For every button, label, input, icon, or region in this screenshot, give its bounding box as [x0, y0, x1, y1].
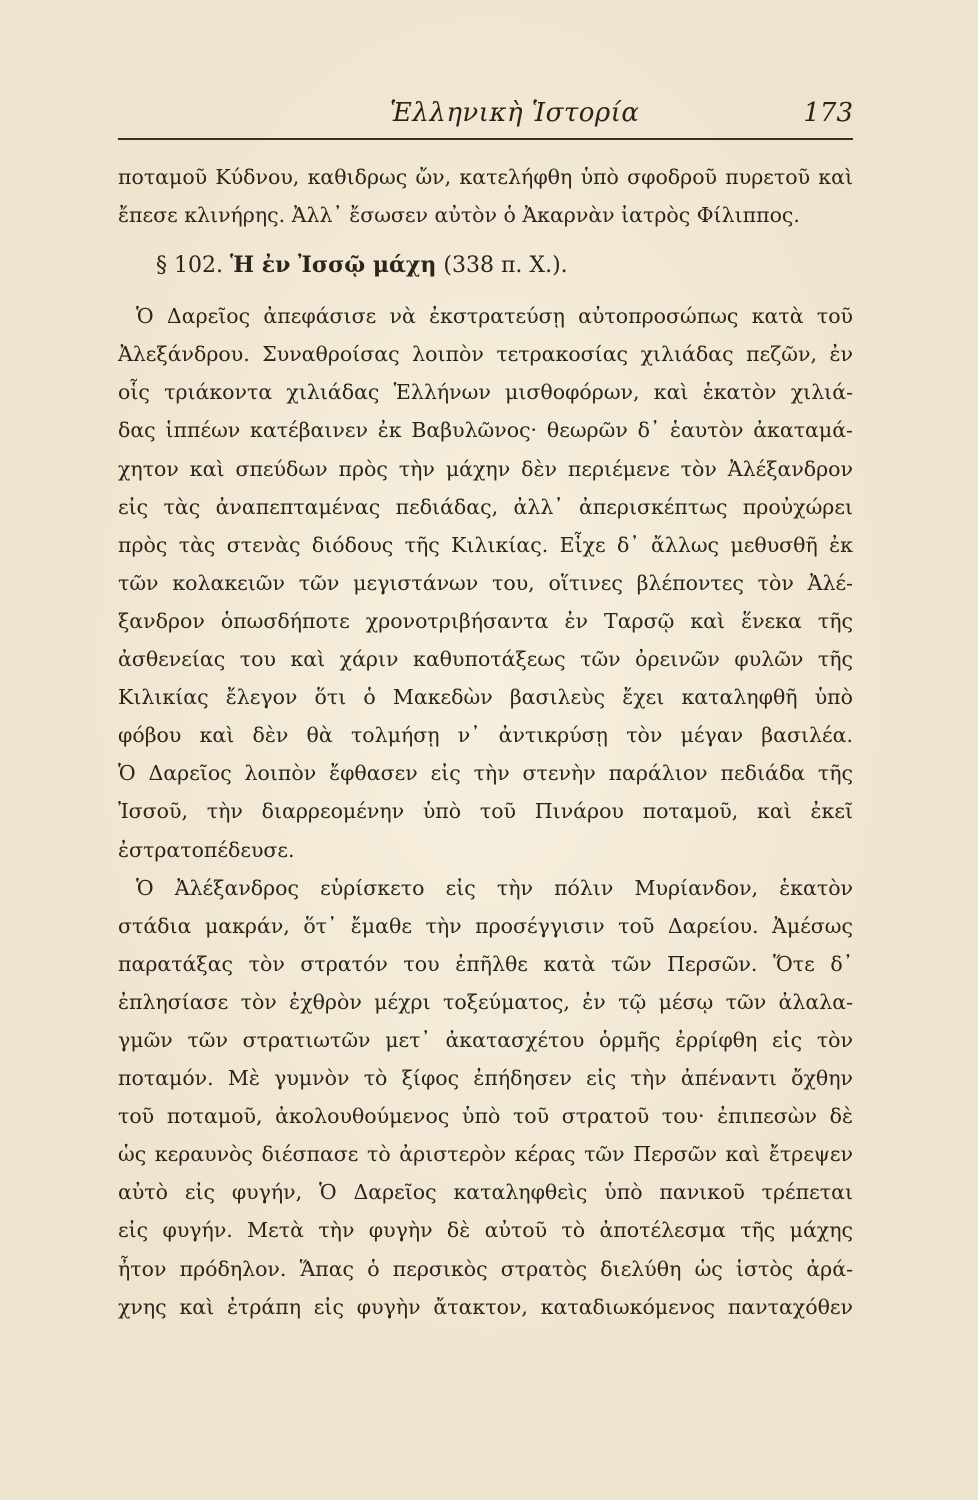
text-line: Κιλικίας ἔλεγον ὅτι ὁ Μακεδὼν βασιλεὺς ἔχει καταληφθῆ ὑπὸ [118, 685, 853, 710]
text-line: τῶν κολακειῶν τῶν μεγιστάνων του, οἵτινες βλέποντες τὸν Ἀλέ- [118, 570, 853, 595]
text-line: Ὁ Δαρεῖος ἀπεφάσισε νὰ ἐκστρατεύσῃ αὐτοπροσώπως κατὰ τοῦ [136, 304, 853, 329]
text-line: δας ἱππέων κατέβαινεν ἐκ Βαβυλῶνος· θεωρῶν δ᾽ ἑαυτὸν ἀκαταμά- [118, 418, 853, 443]
text-line: ἔπεσε κλινήρης. Ἀλλ᾽ ἔσωσεν αὐτὸν ὁ Ἀκαρνὰν ἰατρὸς Φίλιππος. [118, 203, 800, 228]
text-line: χητον καὶ σπεύδων πρὸς τὴν μάχην δὲν περιέμενε τὸν Ἀλέξανδρον [118, 456, 853, 481]
text-line: εἰς τὰς ἀναπεπταμένας πεδιάδας, ἀλλ᾽ ἀπερισκέπτως προὐχώρει [118, 494, 853, 519]
body-text [118, 158, 853, 1326]
page-number: 173 [803, 98, 853, 128]
text-line: ποταμοῦ Κύδνου, καθιδρως ὤν, κατελήφθη ὑπὸ σφοδροῦ πυρετοῦ καὶ [118, 165, 853, 189]
paragraph-3 [118, 869, 853, 1326]
text-line: Ὁ Δαρεῖος λοιπὸν ἔφθασεν εἰς τὴν στενὴν παράλιον πεδιάδα τῆς [118, 761, 853, 786]
text-line: αὐτὸ εἰς φυγήν, Ὁ Δαρεῖος καταληφθεὶς ὑπὸ πανικοῦ τρέπεται [118, 1180, 853, 1205]
text-line: φόβου καὶ δὲν θὰ τολμήσῃ ν᾽ ἀντικρύσῃ τὸν μέγαν βασιλέα. [118, 723, 853, 748]
section-number: § 102. [156, 253, 223, 279]
page-header [118, 98, 853, 138]
section-date: (338 π. Χ.). [443, 253, 568, 279]
section-heading [118, 234, 853, 297]
text-line: εἰς φυγήν. Μετὰ τὴν φυγὴν δὲ αὐτοῦ τὸ ἀποτέλεσμα τῆς μάχης [118, 1218, 853, 1243]
text-line: Ἰσσοῦ, τὴν διαρρεομένην ὑπὸ τοῦ Πινάρου ποταμοῦ, καὶ ἐκεῖ [118, 799, 853, 824]
text-line: οἷς τριάκοντα χιλιάδας Ἑλλήνων μισθοφόρων, καὶ ἑκατὸν χιλιά- [118, 380, 853, 405]
text-line: ὡς κεραυνὸς διέσπασε τὸ ἀριστερὸν κέρας τῶν Περσῶν καὶ ἔτρεψεν [118, 1142, 853, 1167]
text-line: ἦτον πρόδηλον. Ἅπας ὁ περσικὸς στρατὸς διελύθη ὡς ἱστὸς ἀρά- [118, 1256, 853, 1281]
paragraph-2 [118, 297, 853, 868]
paragraph-1 [118, 158, 853, 234]
text-line: ἐπλησίασε τὸν ἐχθρὸν μέχρι τοξεύματος, ἐν τῷ μέσῳ τῶν ἀλαλα- [118, 989, 853, 1014]
text-line: χνης καὶ ἐτράπη εἰς φυγὴν ἄτακτον, καταδιωκόμενος πανταχόθεν [118, 1294, 853, 1319]
text-line: ξανδρον ὁπωσδήποτε χρονοτριβήσαντα ἐν Ταρσῷ καὶ ἕνεκα τῆς [118, 608, 853, 633]
header-rule [118, 138, 853, 140]
text-line: ἀσθενείας του καὶ χάριν καθυποτάξεως τῶν ὀρεινῶν φυλῶν τῆς [118, 647, 853, 672]
running-title: Ἑλληνικὴ Ἱστορία [390, 98, 640, 128]
text-line: τοῦ ποταμοῦ, ἀκολουθούμενος ὑπὸ τοῦ στρατοῦ του· ἐπιπεσὼν δὲ [118, 1104, 853, 1129]
text-line: Ἀλεξάνδρου. Συναθροίσας λοιπὸν τετρακοσίας χιλιάδας πεζῶν, ἐν [118, 342, 853, 367]
text-line: στάδια μακράν, ὅτ᾽ ἔμαθε τὴν προσέγγισιν τοῦ Δαρείου. Ἀμέσως [118, 913, 853, 938]
section-title: Ἡ ἐν Ἰσσῷ μάχη [229, 252, 437, 279]
text-line: ποταμόν. Μὲ γυμνὸν τὸ ξίφος ἐπήδησεν εἰς τὴν ἀπέναντι ὄχθην [118, 1066, 853, 1091]
text-line: πρὸς τὰς στενὰς διόδους τῆς Κιλικίας. Εἶχε δ᾽ ἄλλως μεθυσθῆ ἐκ [118, 532, 853, 557]
text-line: γμῶν τῶν στρατιωτῶν μετ᾽ ἀκατασχέτου ὁρμῆς ἐρρίφθη εἰς τὸν [118, 1027, 853, 1052]
text-line: ἐστρατοπέδευσε. [118, 837, 295, 862]
text-line: παρατάξας τὸν στρατόν του ἐπῆλθε κατὰ τῶν Περσῶν. Ὅτε δ᾽ [118, 951, 853, 976]
text-line: Ὁ Ἀλέξανδρος εὑρίσκετο εἰς τὴν πόλιν Μυρίανδον, ἑκατὸν [136, 875, 853, 900]
